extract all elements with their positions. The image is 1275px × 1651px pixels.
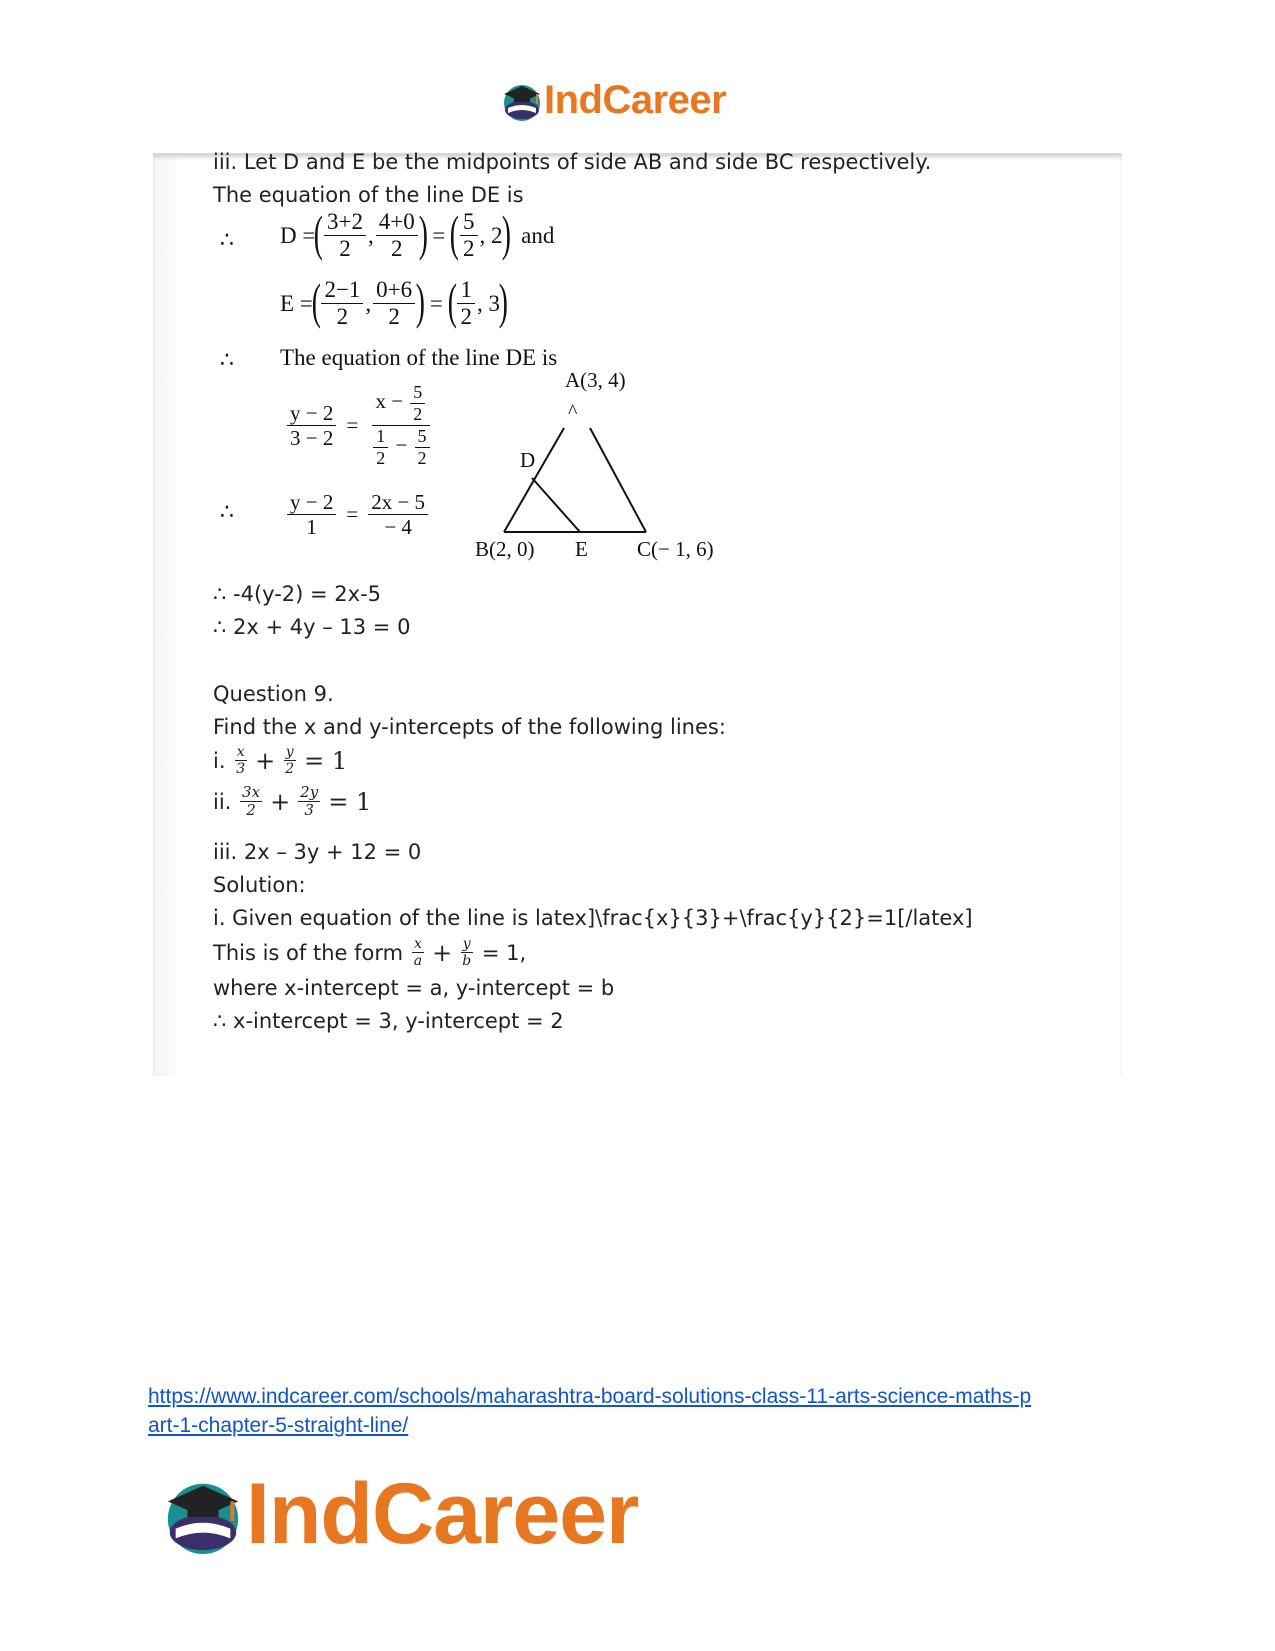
triangle-figure xyxy=(475,368,740,584)
step-2: ∴ 2x + 4y – 13 = 0 xyxy=(213,615,411,639)
therefore-symbol: ∴ xyxy=(220,228,234,253)
source-link-line-1[interactable]: https://www.indcareer.com/schools/maharashtra-board-solutions-class-11-arts-science-maths-p xyxy=(148,1385,1032,1408)
point-e-label: E xyxy=(575,537,588,561)
and-word: and xyxy=(521,222,555,248)
midpoint-d-equation: D = ( $\frac{3+2}{2}$ , $\frac{4+0}{2}$ ) = ( $\frac{5}{2}$ , 2 ) and xyxy=(280,204,555,262)
question-9-part-i: i. $\frac{x}{3}$ + $\frac{y}{2}$ = 1 xyxy=(213,744,348,777)
line-de-equation-1: $\frac{y - 2}{3 - 2}$ = x − $\frac{5}{2}$ $\frac{1}{2}$ − $\frac{5}{2}$ xyxy=(285,383,437,468)
graduation-cap-book-icon xyxy=(160,1474,246,1556)
line-de-text: The equation of the line DE is xyxy=(213,183,524,207)
vertex-a-label: A(3, 4) xyxy=(565,368,626,392)
e-label: E = xyxy=(280,290,313,316)
segment-de xyxy=(532,478,580,532)
line-de-equation-2: $\frac{y - 2}{1}$ = $\frac{2x - 5}{- 4}$ xyxy=(285,490,430,538)
form-statement: This is of the form $\frac{x}{a}$ + $\frac{y}{b}$ = 1, xyxy=(213,936,527,969)
question-9-title: Question 9. xyxy=(213,682,334,706)
step-1: ∴ -4(y-2) = 2x-5 xyxy=(213,582,382,606)
graduation-cap-book-icon xyxy=(500,80,544,122)
footer-logo xyxy=(160,1465,639,1564)
vertex-c-label: C(− 1, 6) xyxy=(637,537,714,561)
logo-text: IndCareer xyxy=(246,1466,639,1562)
solution-i-text: i. Given equation of the line is latex]\frac{x}{3}+\frac{y}{2}=1[/latex] xyxy=(213,906,973,930)
therefore-symbol-3: ∴ xyxy=(220,500,234,525)
svg-text:^: ^ xyxy=(568,401,578,423)
source-link-line-2[interactable]: art-1-chapter-5-straight-line/ xyxy=(148,1414,409,1437)
solution-label: Solution: xyxy=(213,873,306,897)
vertex-b-label: B(2, 0) xyxy=(475,537,535,561)
intercept-definition: where x-intercept = a, y-intercept = b xyxy=(213,976,615,1000)
solution-intro: iii. Let D and E be the midpoints of side AB and side BC respectively. xyxy=(213,150,932,174)
point-d-label: D xyxy=(520,448,536,472)
therefore-symbol-2: ∴ xyxy=(220,348,234,373)
question-9-prompt: Find the x and y-intercepts of the following lines: xyxy=(213,715,726,739)
question-9-part-iii: iii. 2x – 3y + 12 = 0 xyxy=(213,840,422,864)
source-link[interactable] xyxy=(148,1382,1031,1440)
equation-heading: The equation of the line DE is xyxy=(280,345,558,370)
intercept-result: ∴ x-intercept = 3, y-intercept = 2 xyxy=(213,1009,564,1033)
d-label: D = xyxy=(280,222,316,248)
question-9-part-ii: ii. $\frac{3x}{2}$ + $\frac{2y}{3}$ = 1 xyxy=(213,783,372,819)
side-ac xyxy=(590,428,646,532)
logo-text: IndCareer xyxy=(544,78,727,122)
header-logo xyxy=(500,78,726,123)
midpoint-e-equation: E = ( $\frac{2-1}{2}$ , $\frac{0+6}{2}$ ) = ( $\frac{1}{2}$ , 3 ) xyxy=(280,272,508,330)
